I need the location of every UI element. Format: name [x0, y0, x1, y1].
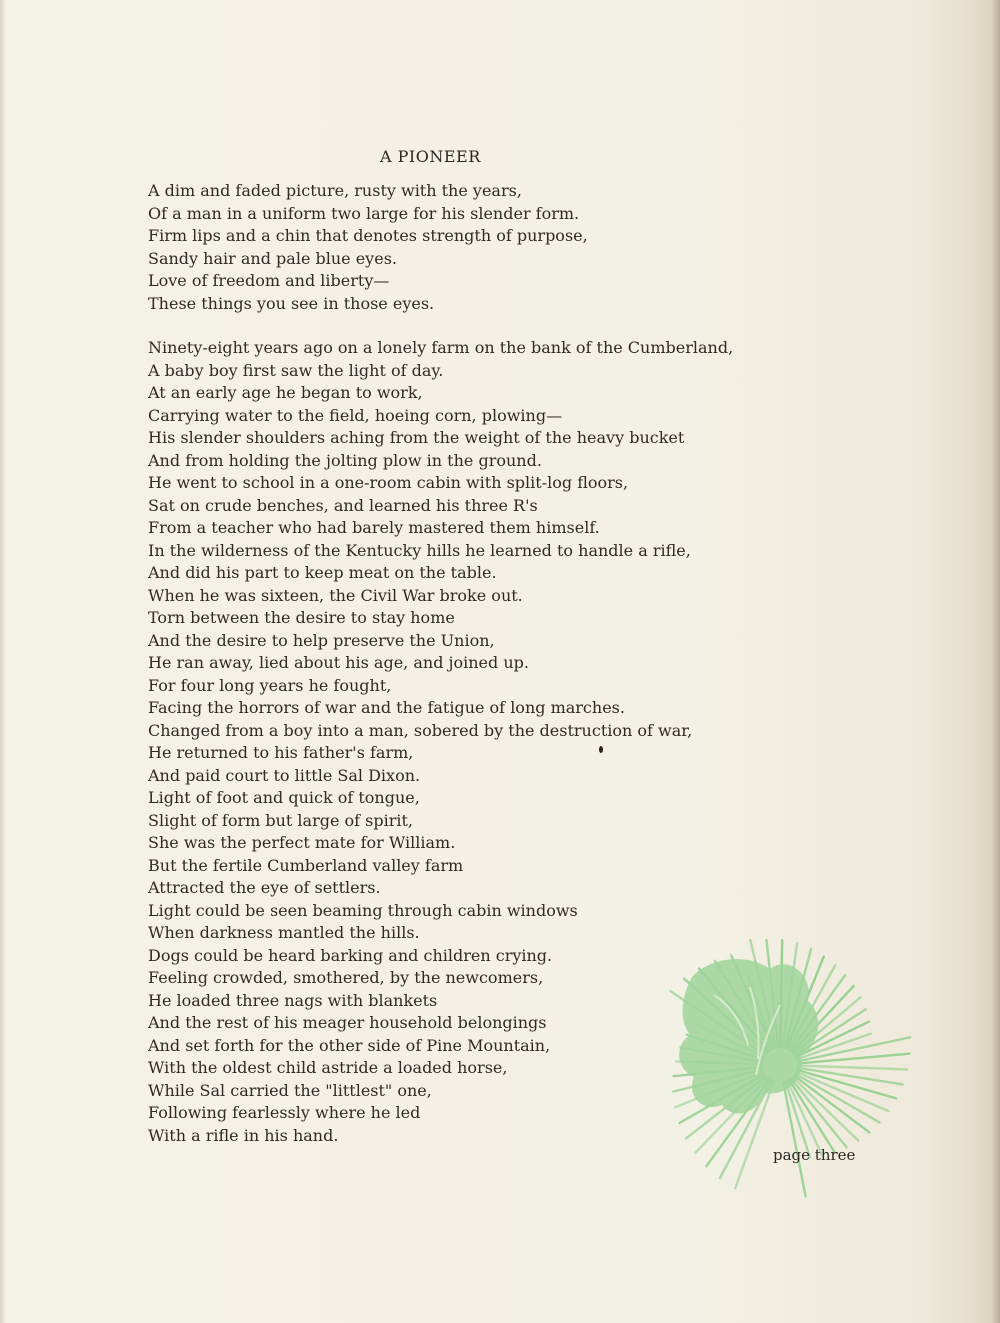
poem-line: He went to school in a one-room cabin with split-log floors, — [148, 473, 629, 492]
poem-line: But the fertile Cumberland valley farm — [148, 855, 464, 875]
ink-speck — [599, 746, 603, 753]
poem-line: Ninety-eight years ago on a lonely farm on the bank of the Cumberland, — [148, 338, 734, 357]
poem-line: While Sal carried the "littlest" one, — [148, 1080, 432, 1100]
pine-needle — [798, 1066, 907, 1070]
poem-line: And from holding the jolting plow in the ground. — [148, 450, 542, 470]
page-right-edge — [972, 0, 1000, 1323]
poem-line: Facing the horrors of war and the fatigue of long marches. — [148, 698, 625, 717]
poem-line: From a teacher who had barely mastered them himself. — [148, 518, 600, 537]
poem-line: And the desire to help preserve the Union, — [148, 630, 495, 650]
poem-line: Love of freedom and liberty— — [148, 271, 390, 290]
poem-line: Light could be seen beaming through cabin windows — [148, 900, 578, 920]
poem-line: Feeling crowded, smothered, by the newcomers, — [148, 968, 544, 987]
poem-line: She was the perfect mate for William. — [148, 833, 456, 852]
page-left-edge — [0, 0, 6, 1323]
poem-line: Slight of form but large of spirit, — [148, 810, 414, 830]
poem-line: And set forth for the other side of Pine Mountain, — [148, 1035, 551, 1055]
poem-line: When he was sixteen, the Civil War broke out. — [148, 585, 523, 605]
poem-line: And the rest of his meager household belongings — [148, 1013, 547, 1032]
poem-line: And paid court to little Sal Dixon. — [148, 765, 421, 785]
poem-line: Following fearlessly where he led — [148, 1103, 421, 1122]
poem-line: And did his part to keep meat on the table. — [148, 563, 497, 582]
poem-title: A PIONEER — [380, 147, 481, 166]
poem-line: Changed from a boy into a man, sobered by the destruction of war, — [148, 720, 693, 740]
poem-line: Torn between the desire to stay home — [148, 608, 455, 627]
poem-line: Light of foot and quick of tongue, — [148, 788, 420, 807]
poem-stanza-1 — [148, 180, 588, 315]
poem-line: A dim and faded picture, rusty with the years, — [148, 181, 522, 200]
poem-line: Sandy hair and pale blue eyes. — [148, 248, 397, 268]
poem-line: Dogs could be heard barking and children crying. — [148, 945, 553, 965]
page-number: page three — [773, 1146, 856, 1164]
poem-line: With a rifle in his hand. — [148, 1125, 339, 1145]
poem-line: For four long years he fought, — [148, 675, 392, 695]
poem-line: When darkness mantled the hills. — [148, 923, 420, 942]
poem-line: Carrying water to the field, hoeing corn, plowing— — [148, 405, 563, 425]
poem-line: He loaded three nags with blankets — [148, 990, 438, 1010]
poem-line: At an early age he began to work, — [148, 383, 423, 402]
poem-line: Attracted the eye of settlers. — [148, 878, 381, 897]
poem-line: With the oldest child astride a loaded horse, — [148, 1058, 508, 1077]
pine-cone-shape — [679, 959, 818, 1113]
poem-line: These things you see in those eyes. — [148, 293, 435, 313]
poem-line: Of a man in a uniform two large for his slender form. — [148, 203, 580, 223]
pine-branch-icon — [630, 935, 920, 1205]
poem-line: Firm lips and a chin that denotes strength of purpose, — [148, 226, 588, 245]
poem-line: He returned to his father's farm, — [148, 743, 414, 762]
pine-needle — [798, 1068, 903, 1085]
poem-line: His slender shoulders aching from the weight of the heavy bucket — [148, 428, 685, 447]
poem-line: Sat on crude benches, and learned his three R's — [148, 495, 538, 515]
poem-line: A baby boy first saw the light of day. — [148, 360, 444, 380]
poem-line: In the wilderness of the Kentucky hills he learned to handle a rifle, — [148, 540, 691, 560]
poem-line: He ran away, lied about his age, and joined up. — [148, 653, 529, 672]
